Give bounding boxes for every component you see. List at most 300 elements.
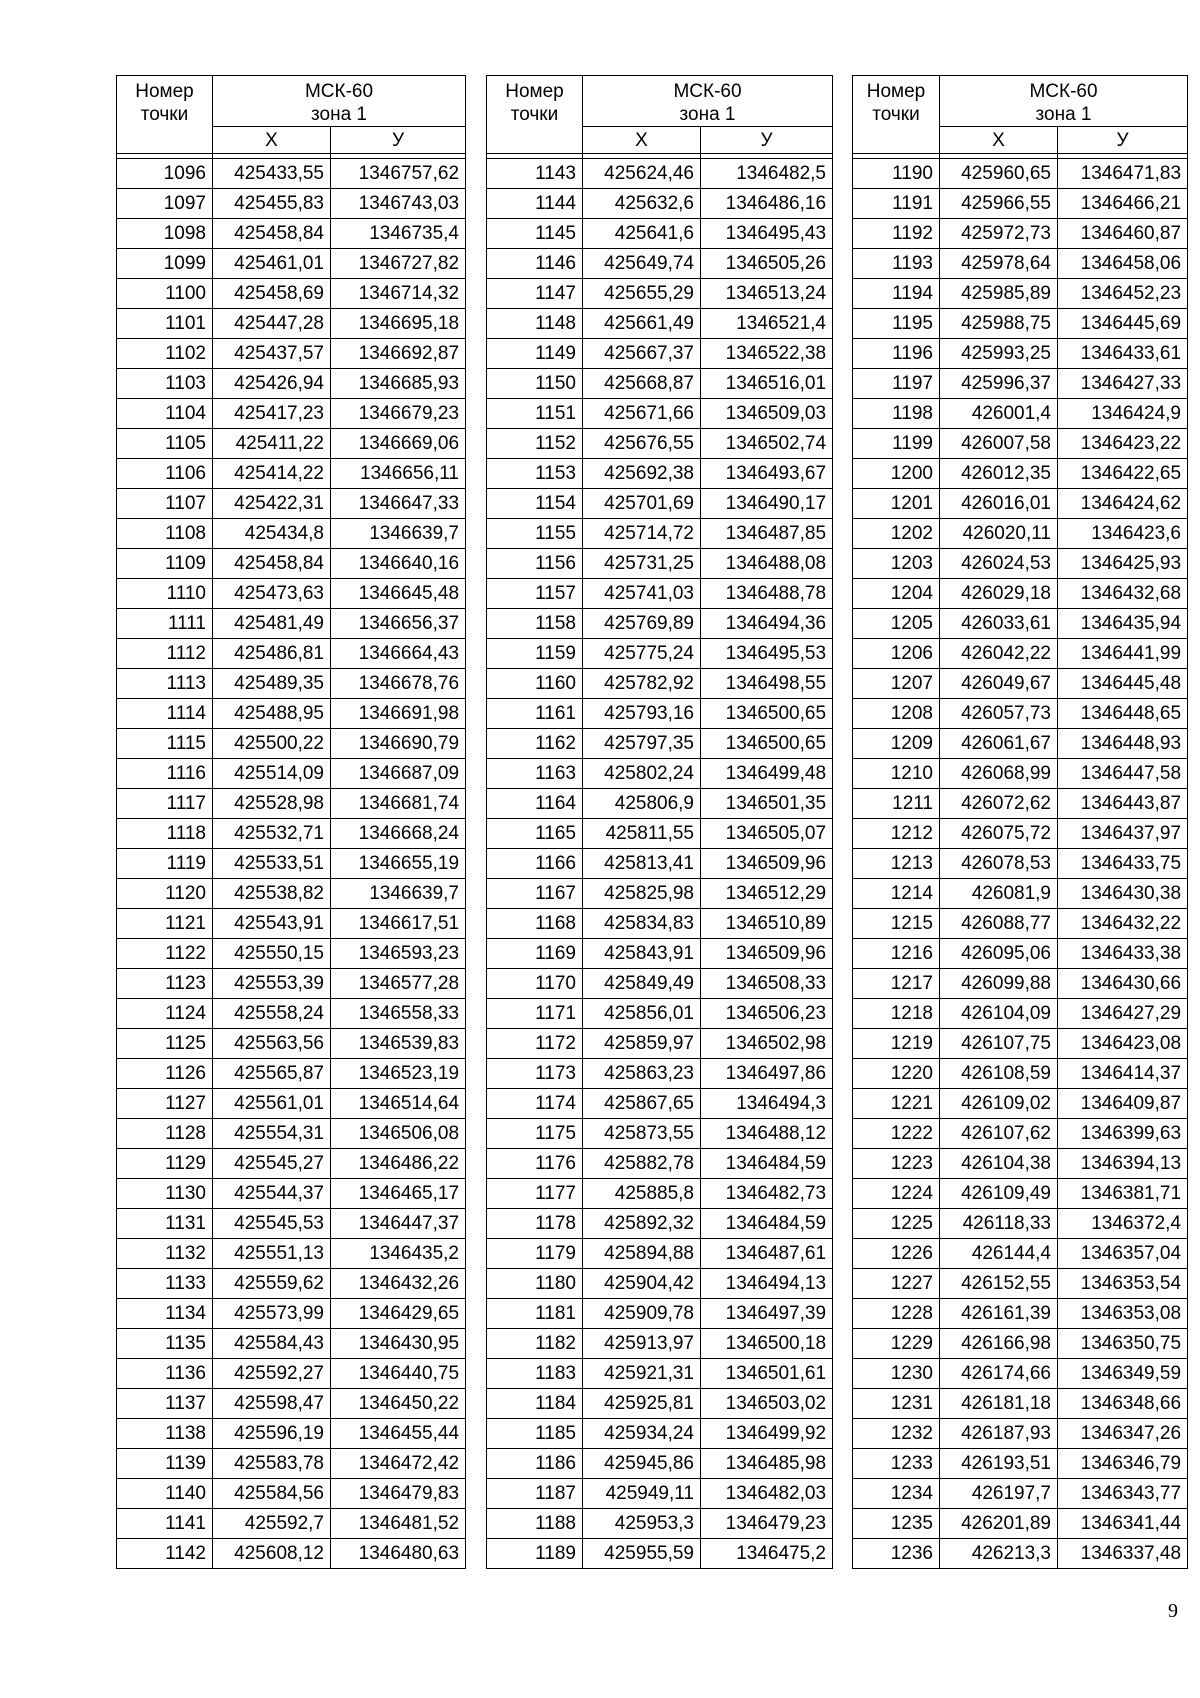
- y-coordinate-cell: 1346645,48: [331, 579, 466, 609]
- table-row: [117, 759, 466, 789]
- y-coordinate-cell: 1346422,65: [1058, 459, 1188, 489]
- point-number-cell: 1207: [853, 669, 940, 699]
- y-coordinate-cell: 1346427,29: [1058, 999, 1188, 1029]
- point-number-cell: 1104: [117, 399, 213, 429]
- y-coordinate-cell: 1346685,93: [331, 369, 466, 399]
- x-coordinate-cell: 426197,7: [940, 1479, 1058, 1509]
- y-coordinate-cell: 1346509,96: [701, 939, 833, 969]
- table-row: [487, 1029, 833, 1059]
- table-row: [487, 699, 833, 729]
- coordinate-system-header: МСК-60 зона 1: [213, 76, 466, 127]
- point-number-cell: 1215: [853, 909, 940, 939]
- table-row: [853, 429, 1188, 459]
- table-row: [117, 1449, 466, 1479]
- point-number-cell: 1146: [487, 249, 583, 279]
- y-coordinate-cell: 1346435,94: [1058, 609, 1188, 639]
- x-coordinate-cell: 425811,55: [583, 819, 701, 849]
- x-coordinate-cell: 425701,69: [583, 489, 701, 519]
- table-row: [487, 1329, 833, 1359]
- x-coordinate-cell: 426095,06: [940, 939, 1058, 969]
- table-row: [487, 1269, 833, 1299]
- table-row: [117, 459, 466, 489]
- y-coordinate-cell: 1346502,98: [701, 1029, 833, 1059]
- y-coordinate-cell: 1346679,23: [331, 399, 466, 429]
- point-number-cell: 1187: [487, 1479, 583, 1509]
- y-coordinate-cell: 1346424,62: [1058, 489, 1188, 519]
- point-number-cell: 1198: [853, 399, 940, 429]
- y-coordinate-cell: 1346423,22: [1058, 429, 1188, 459]
- y-coordinate-cell: 1346409,87: [1058, 1089, 1188, 1119]
- y-coordinate-cell: 1346617,51: [331, 909, 466, 939]
- table-row: [487, 489, 833, 519]
- point-number-cell: 1121: [117, 909, 213, 939]
- y-coordinate-cell: 1346466,21: [1058, 189, 1188, 219]
- x-coordinate-cell: 425741,03: [583, 579, 701, 609]
- point-number-cell: 1223: [853, 1149, 940, 1179]
- point-number-cell: 1152: [487, 429, 583, 459]
- table-row: [853, 849, 1188, 879]
- x-coordinate-cell: 425528,98: [213, 789, 331, 819]
- x-coordinate-cell: 425988,75: [940, 309, 1058, 339]
- table-row: [117, 279, 466, 309]
- y-coordinate-cell: 1346522,38: [701, 339, 833, 369]
- point-number-cell: 1174: [487, 1089, 583, 1119]
- table-row: [853, 369, 1188, 399]
- table-row: [117, 969, 466, 999]
- x-coordinate-cell: 426144,4: [940, 1239, 1058, 1269]
- x-coordinate-cell: 425885,8: [583, 1179, 701, 1209]
- x-coordinate-cell: 425925,81: [583, 1389, 701, 1419]
- x-coordinate-cell: 425873,55: [583, 1119, 701, 1149]
- x-coordinate-cell: 425544,37: [213, 1179, 331, 1209]
- y-coordinate-cell: 1346523,19: [331, 1059, 466, 1089]
- x-coordinate-cell: 425692,38: [583, 459, 701, 489]
- x-coordinate-cell: 425486,81: [213, 639, 331, 669]
- y-coordinate-cell: 1346445,69: [1058, 309, 1188, 339]
- x-coordinate-cell: 425649,74: [583, 249, 701, 279]
- point-number-cell: 1154: [487, 489, 583, 519]
- y-coordinate-cell: 1346502,74: [701, 429, 833, 459]
- point-number-cell: 1105: [117, 429, 213, 459]
- point-number-cell: 1159: [487, 639, 583, 669]
- y-coordinate-cell: 1346430,38: [1058, 879, 1188, 909]
- point-number-cell: 1120: [117, 879, 213, 909]
- table-row: [853, 339, 1188, 369]
- point-number-cell: 1222: [853, 1119, 940, 1149]
- point-number-cell: 1124: [117, 999, 213, 1029]
- x-axis-header: Х: [213, 127, 331, 154]
- point-number-cell: 1200: [853, 459, 940, 489]
- x-coordinate-cell: 426099,88: [940, 969, 1058, 999]
- x-coordinate-cell: 426081,9: [940, 879, 1058, 909]
- point-number-cell: 1149: [487, 339, 583, 369]
- y-coordinate-cell: 1346427,33: [1058, 369, 1188, 399]
- point-number-cell: 1195: [853, 309, 940, 339]
- y-coordinate-cell: 1346372,4: [1058, 1209, 1188, 1239]
- table-row: [487, 609, 833, 639]
- point-number-cell: 1130: [117, 1179, 213, 1209]
- x-coordinate-cell: 426181,18: [940, 1389, 1058, 1419]
- y-coordinate-cell: 1346495,53: [701, 639, 833, 669]
- table-row: [487, 429, 833, 459]
- table-row: [117, 1539, 466, 1569]
- x-coordinate-cell: 425573,99: [213, 1299, 331, 1329]
- x-coordinate-cell: 425554,31: [213, 1119, 331, 1149]
- table-row: [487, 1089, 833, 1119]
- point-number-cell: 1203: [853, 549, 940, 579]
- y-coordinate-cell: 1346341,44: [1058, 1509, 1188, 1539]
- point-number-cell: 1122: [117, 939, 213, 969]
- y-coordinate-cell: 1346484,59: [701, 1149, 833, 1179]
- x-coordinate-cell: 425473,63: [213, 579, 331, 609]
- table-row: [487, 669, 833, 699]
- y-coordinate-cell: 1346690,79: [331, 729, 466, 759]
- point-number-cell: 1101: [117, 309, 213, 339]
- coordinate-system-header: МСК-60 зона 1: [583, 76, 833, 127]
- y-coordinate-cell: 1346486,22: [331, 1149, 466, 1179]
- table-row: [853, 399, 1188, 429]
- point-number-cell: 1134: [117, 1299, 213, 1329]
- x-coordinate-cell: 426152,55: [940, 1269, 1058, 1299]
- y-coordinate-cell: 1346445,48: [1058, 669, 1188, 699]
- table-row: [117, 309, 466, 339]
- x-coordinate-cell: 425882,78: [583, 1149, 701, 1179]
- y-coordinate-cell: 1346346,79: [1058, 1449, 1188, 1479]
- x-coordinate-cell: 425859,97: [583, 1029, 701, 1059]
- x-coordinate-cell: 425550,15: [213, 939, 331, 969]
- y-coordinate-cell: 1346668,24: [331, 819, 466, 849]
- y-coordinate-cell: 1346512,29: [701, 879, 833, 909]
- y-axis-header: У: [701, 127, 833, 154]
- table-row: [117, 399, 466, 429]
- y-coordinate-cell: 1346472,42: [331, 1449, 466, 1479]
- x-coordinate-cell: 425584,56: [213, 1479, 331, 1509]
- x-coordinate-cell: 425909,78: [583, 1299, 701, 1329]
- point-number-cell: 1219: [853, 1029, 940, 1059]
- point-number-cell: 1138: [117, 1419, 213, 1449]
- point-number-cell: 1179: [487, 1239, 583, 1269]
- table-row: [117, 909, 466, 939]
- x-coordinate-cell: 425447,28: [213, 309, 331, 339]
- x-coordinate-cell: 425583,78: [213, 1449, 331, 1479]
- table-row: [487, 309, 833, 339]
- y-coordinate-cell: 1346647,33: [331, 489, 466, 519]
- x-coordinate-cell: 426012,35: [940, 459, 1058, 489]
- y-coordinate-cell: 1346353,54: [1058, 1269, 1188, 1299]
- x-coordinate-cell: 425411,22: [213, 429, 331, 459]
- y-coordinate-cell: 1346499,92: [701, 1419, 833, 1449]
- table-row: [853, 1479, 1188, 1509]
- table-row: [487, 1239, 833, 1269]
- point-number-cell: 1132: [117, 1239, 213, 1269]
- x-coordinate-cell: 425813,41: [583, 849, 701, 879]
- x-coordinate-cell: 425843,91: [583, 939, 701, 969]
- table-row: [117, 819, 466, 849]
- point-number-cell: 1109: [117, 549, 213, 579]
- point-number-cell: 1213: [853, 849, 940, 879]
- point-number-cell: 1129: [117, 1149, 213, 1179]
- table-row: [487, 1539, 833, 1569]
- table-row: [487, 1179, 833, 1209]
- point-number-cell: 1117: [117, 789, 213, 819]
- x-coordinate-cell: 425437,57: [213, 339, 331, 369]
- y-coordinate-cell: 1346343,77: [1058, 1479, 1188, 1509]
- table-row: [853, 309, 1188, 339]
- table-row: [487, 369, 833, 399]
- point-number-cell: 1123: [117, 969, 213, 999]
- x-coordinate-cell: 426068,99: [940, 759, 1058, 789]
- x-coordinate-cell: 425434,8: [213, 519, 331, 549]
- point-number-cell: 1202: [853, 519, 940, 549]
- y-coordinate-cell: 1346484,59: [701, 1209, 833, 1239]
- table-row: [853, 1269, 1188, 1299]
- x-coordinate-cell: 425558,24: [213, 999, 331, 1029]
- x-coordinate-cell: 425458,84: [213, 549, 331, 579]
- y-coordinate-cell: 1346441,99: [1058, 639, 1188, 669]
- point-number-cell: 1126: [117, 1059, 213, 1089]
- y-coordinate-cell: 1346656,11: [331, 459, 466, 489]
- coordinate-table-2: [486, 75, 833, 1569]
- y-coordinate-cell: 1346506,23: [701, 999, 833, 1029]
- table-row: [853, 1509, 1188, 1539]
- x-axis-header: Х: [940, 127, 1058, 154]
- y-coordinate-cell: 1346337,48: [1058, 1539, 1188, 1569]
- table-row: [853, 669, 1188, 699]
- x-coordinate-cell: 425584,43: [213, 1329, 331, 1359]
- table-row: [487, 1449, 833, 1479]
- y-coordinate-cell: 1346593,23: [331, 939, 466, 969]
- x-coordinate-cell: 425834,83: [583, 909, 701, 939]
- point-number-cell: 1131: [117, 1209, 213, 1239]
- table-row: [487, 219, 833, 249]
- point-number-cell: 1125: [117, 1029, 213, 1059]
- x-coordinate-cell: 425775,24: [583, 639, 701, 669]
- x-coordinate-cell: 426024,53: [940, 549, 1058, 579]
- table-row: [117, 219, 466, 249]
- point-number-cell: 1194: [853, 279, 940, 309]
- point-number-cell: 1171: [487, 999, 583, 1029]
- y-coordinate-cell: 1346482,5: [701, 159, 833, 189]
- y-coordinate-cell: 1346499,48: [701, 759, 833, 789]
- point-number-header: Номер точки: [487, 76, 583, 154]
- y-coordinate-cell: 1346452,23: [1058, 279, 1188, 309]
- table-row: [487, 789, 833, 819]
- point-number-cell: 1151: [487, 399, 583, 429]
- point-number-cell: 1145: [487, 219, 583, 249]
- y-coordinate-cell: 1346558,33: [331, 999, 466, 1029]
- y-coordinate-cell: 1346348,66: [1058, 1389, 1188, 1419]
- point-number-cell: 1192: [853, 219, 940, 249]
- y-coordinate-cell: 1346735,4: [331, 219, 466, 249]
- table-row: [487, 339, 833, 369]
- point-number-cell: 1097: [117, 189, 213, 219]
- point-number-cell: 1137: [117, 1389, 213, 1419]
- table-row: [117, 1269, 466, 1299]
- table-row: [853, 1059, 1188, 1089]
- x-coordinate-cell: 426029,18: [940, 579, 1058, 609]
- point-number-cell: 1210: [853, 759, 940, 789]
- y-coordinate-cell: 1346521,4: [701, 309, 833, 339]
- table-row: [853, 159, 1188, 189]
- y-coordinate-cell: 1346433,38: [1058, 939, 1188, 969]
- x-coordinate-cell: 425671,66: [583, 399, 701, 429]
- x-coordinate-cell: 425978,64: [940, 249, 1058, 279]
- table-row: [487, 1209, 833, 1239]
- x-coordinate-cell: 426057,73: [940, 699, 1058, 729]
- table-row: [853, 909, 1188, 939]
- table-row: [117, 1089, 466, 1119]
- point-number-cell: 1229: [853, 1329, 940, 1359]
- y-coordinate-cell: 1346475,2: [701, 1539, 833, 1569]
- table-row: [487, 549, 833, 579]
- x-coordinate-cell: 426016,01: [940, 489, 1058, 519]
- table-row: [853, 729, 1188, 759]
- table-row: [487, 579, 833, 609]
- point-number-cell: 1127: [117, 1089, 213, 1119]
- table-row: [487, 1359, 833, 1389]
- y-coordinate-cell: 1346508,33: [701, 969, 833, 999]
- x-coordinate-cell: 426201,89: [940, 1509, 1058, 1539]
- table-row: [853, 639, 1188, 669]
- table-row: [117, 369, 466, 399]
- y-coordinate-cell: 1346424,9: [1058, 399, 1188, 429]
- point-number-cell: 1096: [117, 159, 213, 189]
- point-number-cell: 1163: [487, 759, 583, 789]
- x-coordinate-cell: 425894,88: [583, 1239, 701, 1269]
- point-number-cell: 1136: [117, 1359, 213, 1389]
- y-coordinate-cell: 1346692,87: [331, 339, 466, 369]
- y-coordinate-cell: 1346494,13: [701, 1269, 833, 1299]
- y-axis-header: У: [1058, 127, 1188, 154]
- table-row: [117, 1479, 466, 1509]
- point-number-cell: 1230: [853, 1359, 940, 1389]
- y-coordinate-cell: 1346443,87: [1058, 789, 1188, 819]
- y-coordinate-cell: 1346640,16: [331, 549, 466, 579]
- y-coordinate-cell: 1346678,76: [331, 669, 466, 699]
- table-row: [117, 639, 466, 669]
- x-coordinate-cell: 425598,47: [213, 1389, 331, 1419]
- table-row: [117, 1239, 466, 1269]
- x-coordinate-cell: 425461,01: [213, 249, 331, 279]
- table-row: [853, 759, 1188, 789]
- y-coordinate-cell: 1346414,37: [1058, 1059, 1188, 1089]
- table-row: [487, 279, 833, 309]
- y-coordinate-cell: 1346487,85: [701, 519, 833, 549]
- point-number-cell: 1112: [117, 639, 213, 669]
- point-number-cell: 1110: [117, 579, 213, 609]
- y-coordinate-cell: 1346447,58: [1058, 759, 1188, 789]
- table-row: [487, 1419, 833, 1449]
- x-coordinate-cell: 425802,24: [583, 759, 701, 789]
- table-row: [117, 1029, 466, 1059]
- y-coordinate-cell: 1346482,73: [701, 1179, 833, 1209]
- x-coordinate-cell: 425545,27: [213, 1149, 331, 1179]
- x-coordinate-cell: 425532,71: [213, 819, 331, 849]
- y-coordinate-cell: 1346501,35: [701, 789, 833, 819]
- x-coordinate-cell: 425414,22: [213, 459, 331, 489]
- point-number-cell: 1098: [117, 219, 213, 249]
- x-coordinate-cell: 425545,53: [213, 1209, 331, 1239]
- table-row: [117, 669, 466, 699]
- table-row: [853, 549, 1188, 579]
- y-coordinate-cell: 1346513,24: [701, 279, 833, 309]
- table-row: [117, 189, 466, 219]
- table-row: [487, 1389, 833, 1419]
- y-coordinate-cell: 1346447,37: [331, 1209, 466, 1239]
- y-coordinate-cell: 1346493,67: [701, 459, 833, 489]
- point-number-cell: 1111: [117, 609, 213, 639]
- y-coordinate-cell: 1346743,03: [331, 189, 466, 219]
- point-number-cell: 1201: [853, 489, 940, 519]
- y-coordinate-cell: 1346656,37: [331, 609, 466, 639]
- x-coordinate-cell: 425668,87: [583, 369, 701, 399]
- point-number-cell: 1150: [487, 369, 583, 399]
- point-number-cell: 1175: [487, 1119, 583, 1149]
- table-row: [853, 969, 1188, 999]
- table-row: [853, 1239, 1188, 1269]
- y-coordinate-cell: 1346500,65: [701, 729, 833, 759]
- table-row: [853, 1119, 1188, 1149]
- x-coordinate-cell: 425417,23: [213, 399, 331, 429]
- y-coordinate-cell: 1346440,75: [331, 1359, 466, 1389]
- point-number-cell: 1160: [487, 669, 583, 699]
- table-row: [487, 879, 833, 909]
- y-coordinate-cell: 1346432,26: [331, 1269, 466, 1299]
- point-number-cell: 1133: [117, 1269, 213, 1299]
- x-coordinate-cell: 425632,6: [583, 189, 701, 219]
- table-row: [117, 1389, 466, 1419]
- point-number-cell: 1183: [487, 1359, 583, 1389]
- point-number-cell: 1214: [853, 879, 940, 909]
- x-coordinate-cell: 425551,13: [213, 1239, 331, 1269]
- table-row: [487, 1299, 833, 1329]
- table-row: [853, 609, 1188, 639]
- x-coordinate-cell: 426078,53: [940, 849, 1058, 879]
- point-number-cell: 1148: [487, 309, 583, 339]
- point-number-cell: 1228: [853, 1299, 940, 1329]
- y-coordinate-cell: 1346488,12: [701, 1119, 833, 1149]
- x-coordinate-cell: 425985,89: [940, 279, 1058, 309]
- x-coordinate-cell: 426020,11: [940, 519, 1058, 549]
- table-row: [853, 999, 1188, 1029]
- table-row: [117, 879, 466, 909]
- point-number-cell: 1225: [853, 1209, 940, 1239]
- y-coordinate-cell: 1346347,26: [1058, 1419, 1188, 1449]
- table-row: [117, 729, 466, 759]
- point-number-cell: 1231: [853, 1389, 940, 1419]
- x-coordinate-cell: 426042,22: [940, 639, 1058, 669]
- point-number-cell: 1143: [487, 159, 583, 189]
- x-coordinate-cell: 425641,6: [583, 219, 701, 249]
- y-coordinate-cell: 1346482,03: [701, 1479, 833, 1509]
- table-row: [853, 1089, 1188, 1119]
- y-coordinate-cell: 1346503,02: [701, 1389, 833, 1419]
- table-row: [853, 1299, 1188, 1329]
- point-number-cell: 1190: [853, 159, 940, 189]
- point-number-cell: 1158: [487, 609, 583, 639]
- table-row: [853, 249, 1188, 279]
- coordinate-system-header: МСК-60 зона 1: [940, 76, 1188, 127]
- table-row: [117, 549, 466, 579]
- x-coordinate-cell: 425655,29: [583, 279, 701, 309]
- y-coordinate-cell: 1346664,43: [331, 639, 466, 669]
- y-coordinate-cell: 1346509,96: [701, 849, 833, 879]
- y-coordinate-cell: 1346423,08: [1058, 1029, 1188, 1059]
- table-row: [853, 1449, 1188, 1479]
- y-coordinate-cell: 1346435,2: [331, 1239, 466, 1269]
- table-row: [853, 279, 1188, 309]
- table-row: [853, 489, 1188, 519]
